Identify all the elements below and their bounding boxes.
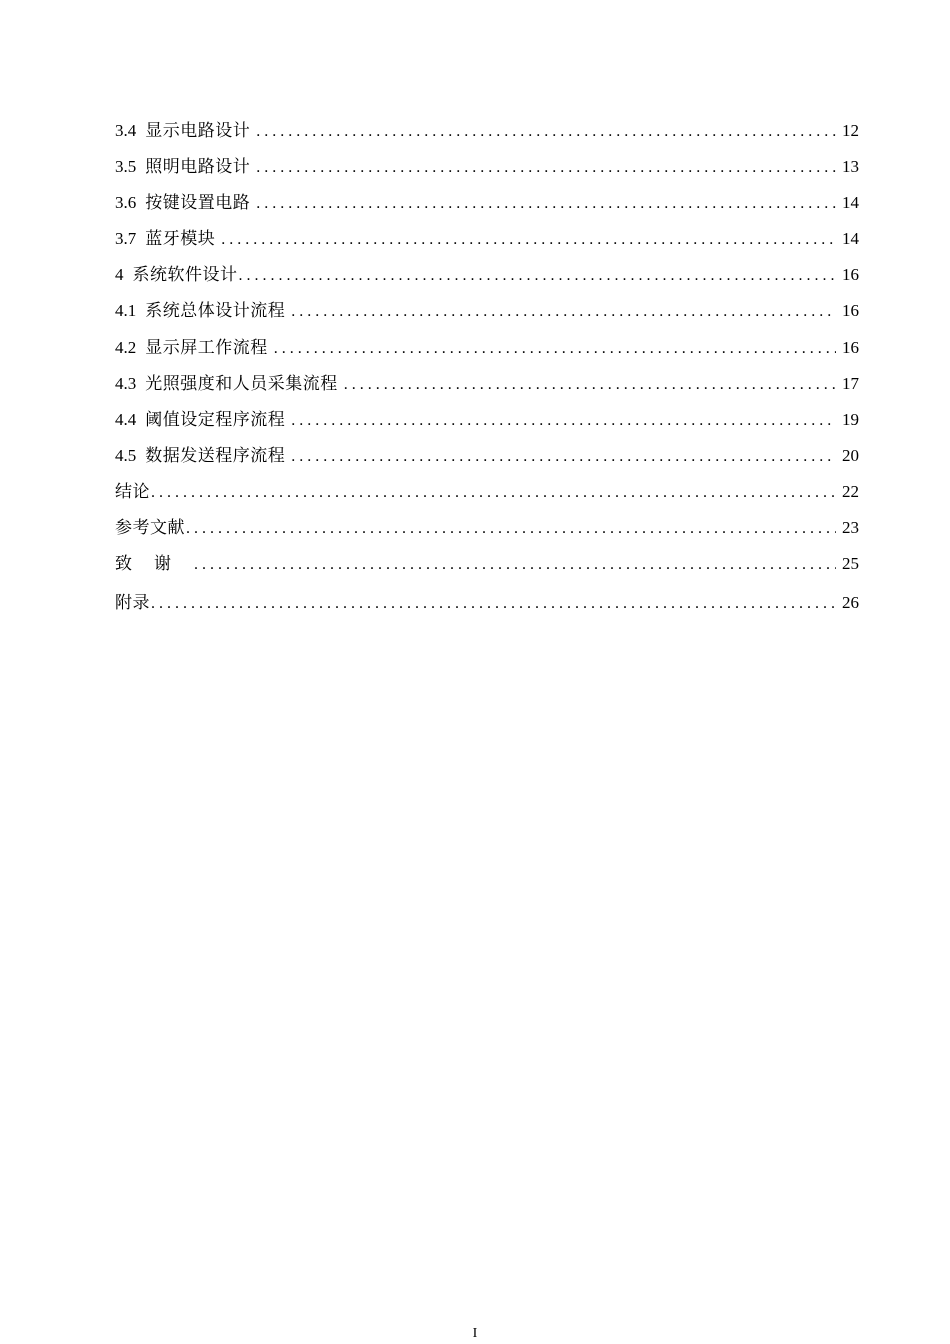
toc-entry-title: 显示屏工作流程 — [145, 337, 268, 357]
toc-dot-leader — [256, 190, 836, 218]
toc-entry-page: 16 — [842, 265, 859, 285]
toc-entry-number: 4.3 — [115, 373, 137, 393]
toc-entry-3-4[interactable] — [115, 117, 859, 153]
toc-entry-title: 结论 — [115, 481, 150, 501]
toc-entry-number: 4.4 — [115, 409, 137, 429]
toc-entry-4-3[interactable] — [115, 370, 859, 406]
toc-entry-page: 22 — [842, 481, 859, 501]
toc-dot-leader — [256, 154, 836, 182]
toc-entry-title: 蓝牙模块 — [145, 229, 216, 249]
toc-entry-title: 致谢 — [115, 554, 193, 574]
toc-dot-leader — [291, 443, 836, 471]
toc-entry-page: 12 — [842, 121, 859, 140]
toc-entry-title: 系统软件设计 — [132, 265, 238, 285]
toc-entry-number: 3.7 — [115, 229, 137, 249]
toc-entry-page: 14 — [842, 229, 859, 249]
toc-dot-leader — [291, 407, 836, 435]
toc-entry-page: 25 — [842, 554, 859, 574]
toc-dot-leader — [186, 515, 836, 543]
toc-entry-page: 16 — [842, 337, 859, 357]
toc-entry-number: 3.5 — [115, 157, 137, 177]
toc-entry-3-7[interactable] — [115, 225, 859, 261]
toc-entry-number: 4 — [115, 265, 124, 285]
toc-entry-page: 16 — [842, 301, 859, 321]
toc-entry-title: 光照强度和人员采集流程 — [145, 373, 338, 393]
toc-entry-3-5[interactable] — [115, 153, 859, 189]
toc-dot-leader — [194, 551, 836, 579]
toc-entry-title: 系统总体设计流程 — [145, 301, 286, 321]
toc-entry-4-4[interactable] — [115, 406, 859, 442]
toc-dot-leader — [151, 479, 836, 507]
toc-entry-title: 照明电路设计 — [145, 157, 251, 177]
toc-dot-leader — [221, 226, 836, 254]
toc-entry-4[interactable] — [115, 261, 859, 297]
toc-entry-title: 阈值设定程序流程 — [145, 409, 286, 429]
toc-entry-title: 显示电路设计 — [145, 121, 251, 140]
toc-entry-page: 17 — [842, 373, 859, 393]
toc-entry-number: 3.4 — [115, 121, 137, 140]
toc-entry-references[interactable] — [115, 514, 859, 550]
toc-entry-title: 数据发送程序流程 — [145, 445, 286, 465]
toc-entry-title: 参考文献 — [115, 518, 185, 538]
toc-entry-page: 14 — [842, 193, 859, 213]
toc-entry-page: 13 — [842, 157, 859, 177]
toc-dot-leader — [344, 371, 836, 399]
toc-entry-page: 19 — [842, 409, 859, 429]
toc-dot-leader — [239, 262, 837, 290]
toc-entry-conclusion[interactable] — [115, 478, 859, 514]
toc-entry-page: 23 — [842, 518, 859, 538]
page-number: I — [472, 1326, 478, 1341]
toc-entry-number: 4.5 — [115, 445, 137, 465]
toc-dot-leader — [274, 335, 836, 363]
toc-entry-title: 附录 — [115, 593, 150, 613]
toc-entry-acknowledgements[interactable] — [115, 550, 859, 586]
toc-entry-page: 20 — [842, 445, 859, 465]
toc-entry-4-2[interactable] — [115, 334, 859, 370]
toc-entry-number: 3.6 — [115, 193, 137, 213]
toc-entry-appendix[interactable] — [115, 589, 859, 625]
toc-entry-4-5[interactable] — [115, 442, 859, 478]
toc-entry-number: 4.2 — [115, 337, 137, 357]
toc-entry-title: 按键设置电路 — [145, 193, 251, 213]
toc-entry-4-1[interactable] — [115, 297, 859, 333]
table-of-contents — [115, 117, 859, 625]
toc-entry-3-6[interactable] — [115, 189, 859, 225]
toc-entry-page: 26 — [842, 593, 859, 613]
toc-dot-leader — [256, 118, 836, 146]
toc-entry-number: 4.1 — [115, 301, 137, 321]
toc-dot-leader — [291, 298, 836, 326]
toc-dot-leader — [151, 590, 836, 618]
